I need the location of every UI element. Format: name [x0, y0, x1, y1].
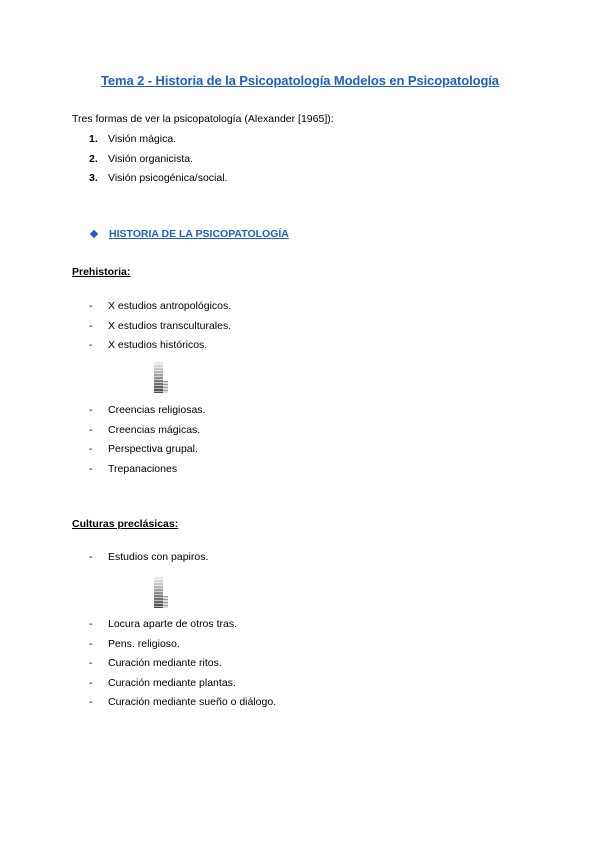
- list-item: [89, 638, 276, 658]
- list-text: Curación mediante sueño o diálogo.: [108, 696, 277, 708]
- list-text: Perspectiva grupal.: [108, 443, 198, 455]
- prehistoria-studies-list: [89, 300, 231, 359]
- dash-bullet: -: [89, 696, 93, 708]
- section-title: HISTORIA DE LA PSICOPATOLOGÍA: [109, 228, 289, 240]
- list-text: Curación mediante ritos.: [108, 657, 222, 669]
- list-text: Curación mediante plantas.: [108, 676, 236, 689]
- list-number: 1.: [89, 133, 98, 145]
- prehistoria-heading: Prehistoria:: [72, 266, 131, 278]
- dash-bullet: -: [89, 404, 93, 416]
- list-text: Estudios con papiros.: [108, 551, 209, 563]
- list-item: [89, 618, 276, 638]
- list-item: [89, 424, 205, 444]
- down-arrow-icon: [154, 361, 163, 393]
- dash-bullet: -: [89, 339, 93, 351]
- list-item: [89, 551, 208, 571]
- list-item: [89, 404, 205, 424]
- dash-bullet: -: [89, 462, 93, 475]
- down-arrow-icon: [154, 576, 163, 608]
- list-item: [89, 320, 231, 340]
- dash-bullet: -: [89, 637, 93, 650]
- dash-bullet: -: [89, 443, 93, 455]
- forms-list: [89, 133, 227, 192]
- list-text: Locura aparte de otros tras.: [108, 618, 237, 630]
- list-text: Creencias mágicas.: [108, 423, 201, 436]
- list-item: [89, 339, 231, 359]
- prehistoria-results-list: [89, 404, 205, 482]
- list-item: [89, 300, 231, 320]
- list-text: X estudios históricos.: [108, 339, 208, 351]
- list-number: 3.: [89, 172, 98, 184]
- list-text: Visión organicista.: [108, 152, 194, 165]
- list-item: [89, 443, 205, 463]
- dash-bullet: -: [89, 618, 93, 630]
- list-text: Visión psicogénica/social.: [108, 172, 228, 184]
- list-text: Visión mágica.: [108, 133, 177, 145]
- list-item: [89, 677, 276, 697]
- page-title: Tema 2 - Historia de la Psicopatología Modelos en Psicopatología: [101, 73, 499, 88]
- list-text: Trepanaciones: [108, 462, 178, 475]
- list-item: [89, 153, 227, 173]
- dash-bullet: -: [89, 300, 93, 312]
- dash-bullet: -: [89, 676, 93, 689]
- preclasicas-heading: Culturas preclásicas:: [72, 518, 179, 530]
- preclasicas-studies-list: [89, 551, 208, 571]
- dash-bullet: -: [89, 657, 93, 669]
- list-item: [89, 172, 227, 192]
- list-text: X estudios transculturales.: [108, 319, 232, 332]
- dash-bullet: -: [89, 319, 93, 332]
- preclasicas-results-list: [89, 618, 276, 716]
- dash-bullet: -: [89, 551, 93, 563]
- list-item: [89, 463, 205, 483]
- list-item: [89, 696, 276, 716]
- intro-text: Tres formas de ver la psicopatología (Alexander [1965]):: [72, 113, 334, 125]
- list-number: 2.: [89, 152, 98, 165]
- diamond-bullet-icon: [90, 230, 98, 238]
- list-text: Pens. religioso.: [108, 637, 180, 650]
- dash-bullet: -: [89, 423, 93, 436]
- list-item: [89, 657, 276, 677]
- list-item: [89, 133, 227, 153]
- list-text: Creencias religiosas.: [108, 404, 206, 416]
- section-heading: [89, 228, 289, 240]
- list-text: X estudios antropológicos.: [108, 300, 232, 312]
